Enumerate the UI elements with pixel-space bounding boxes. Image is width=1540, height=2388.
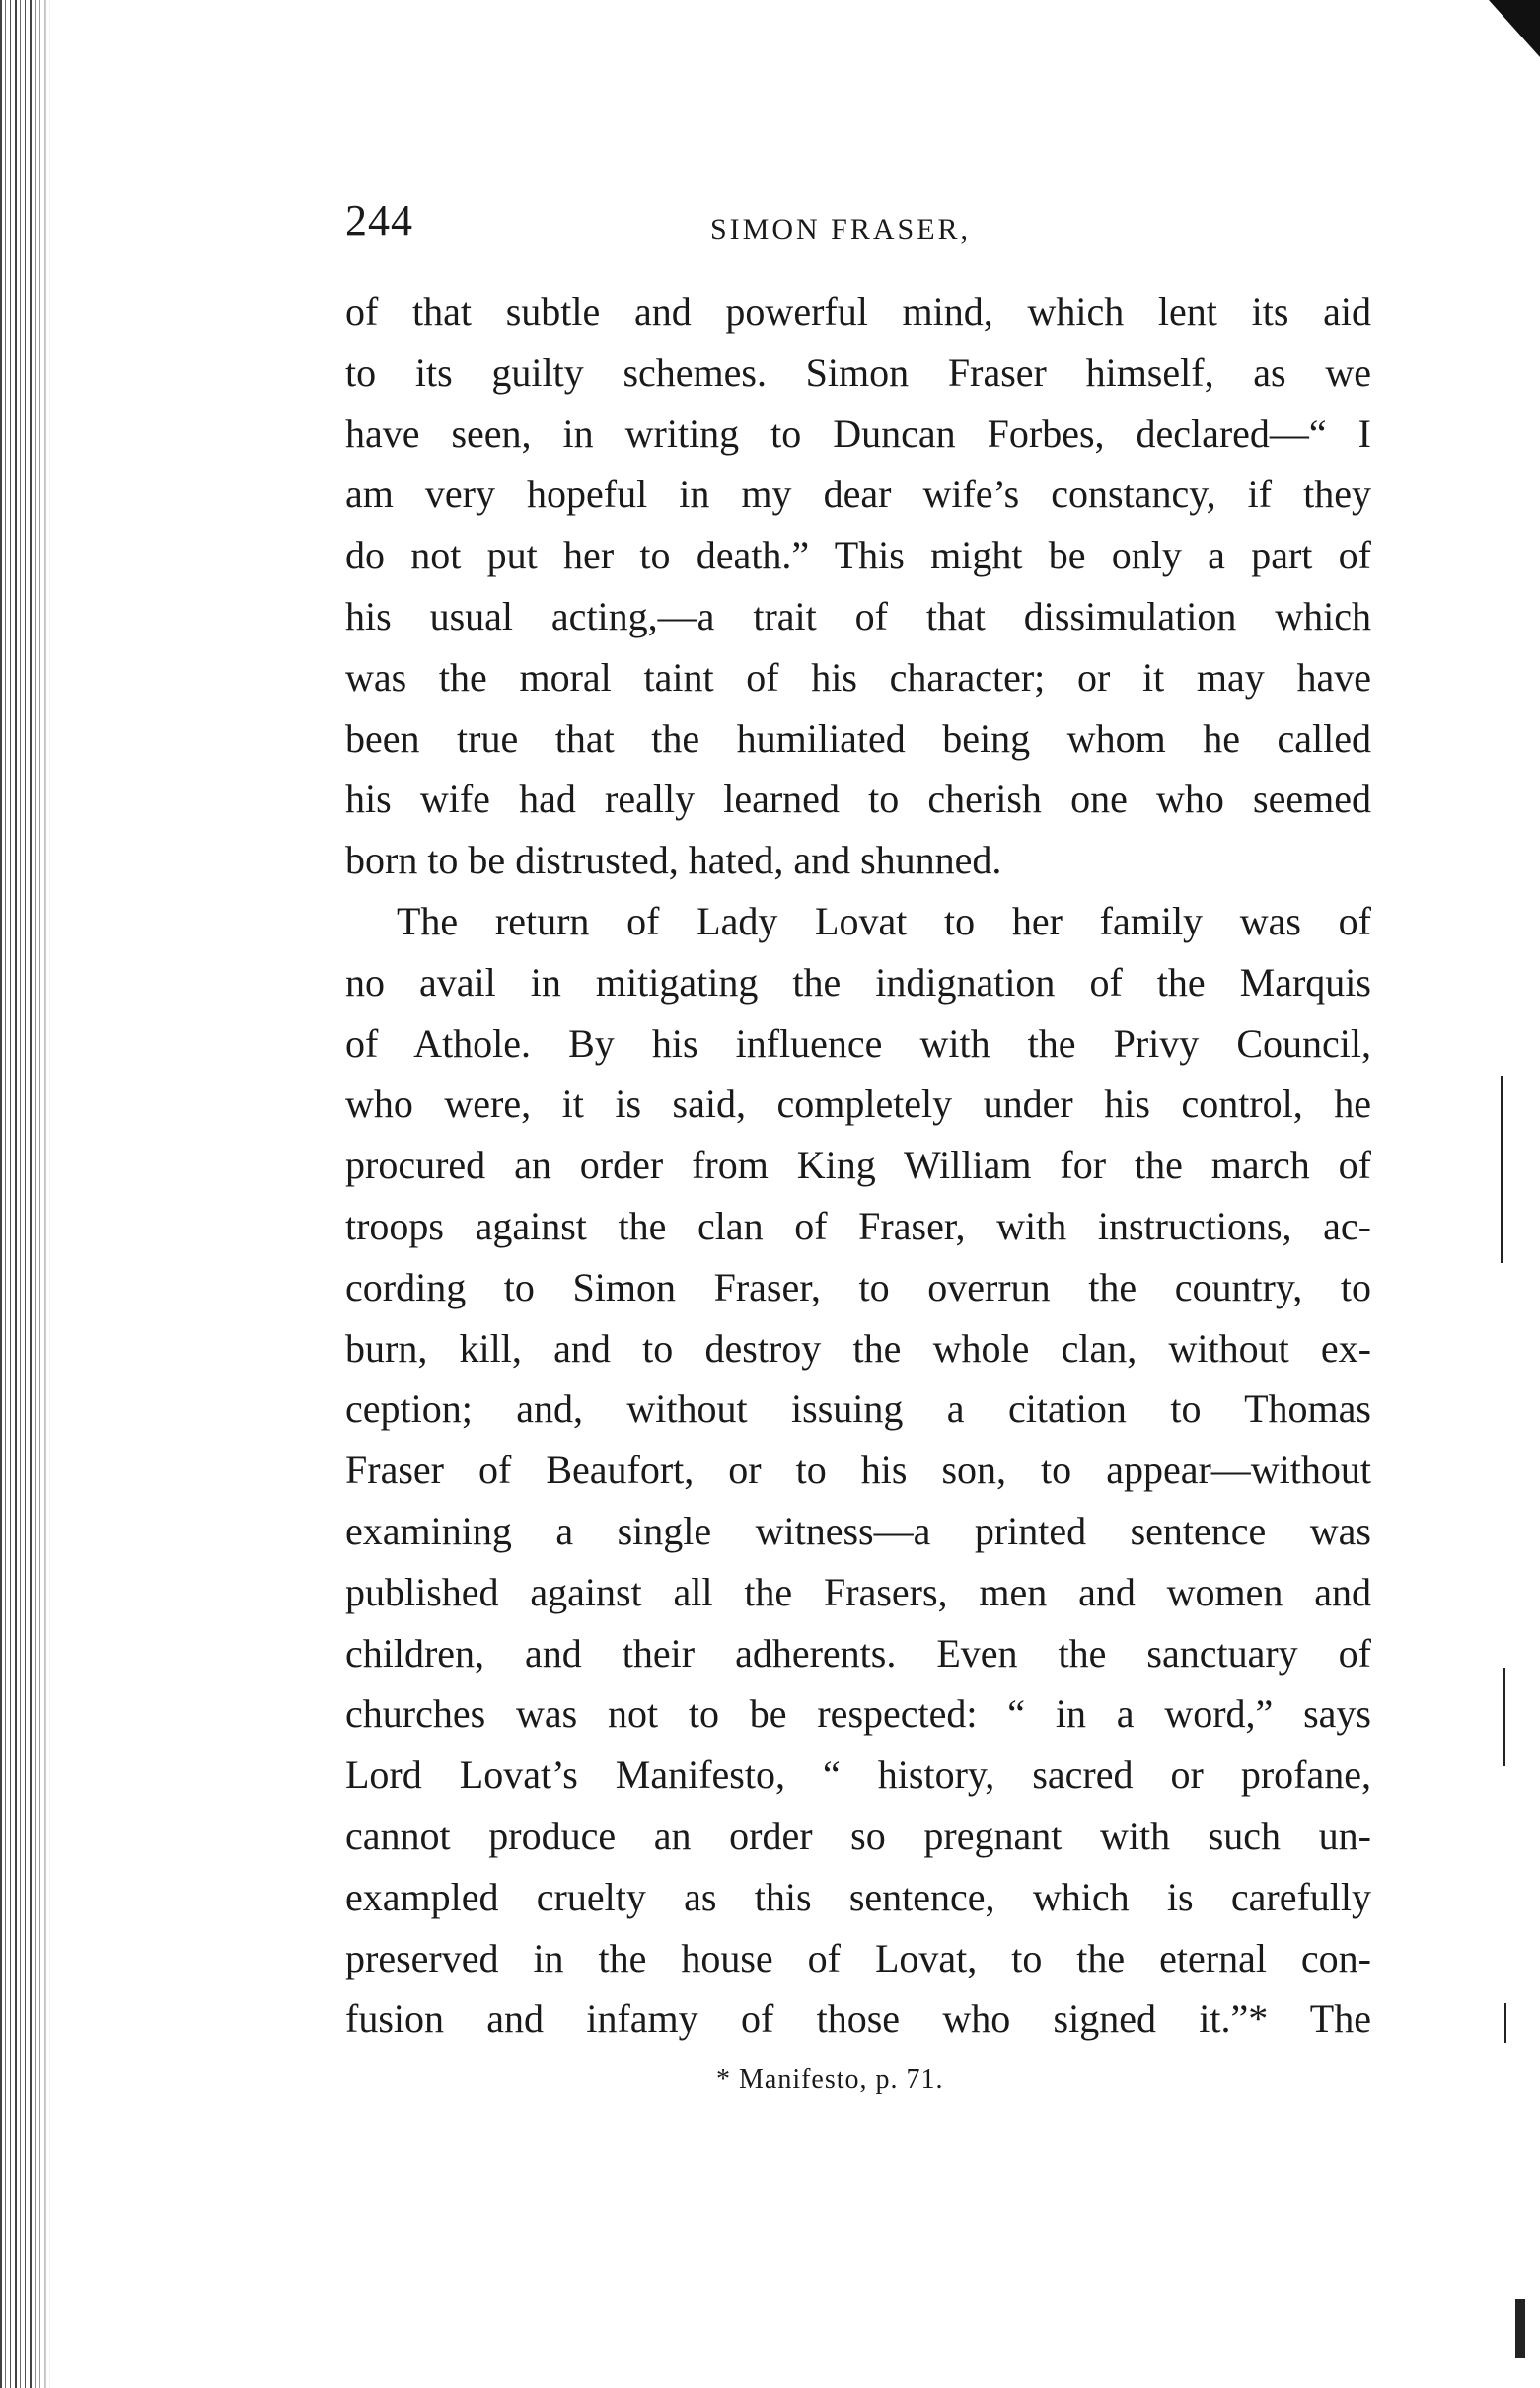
binding-edge-fade <box>0 0 51 2388</box>
footnote: * Manifesto, p. 71. <box>716 2064 944 2095</box>
paragraph-2 <box>345 891 1371 2050</box>
text-line: Fraser of Beaufort, or to his son, to appear—without <box>345 1448 1371 1493</box>
text-line: his usual acting,—a trait of that dissimulation which <box>345 593 1371 638</box>
margin-scan-mark <box>1504 2003 1506 2043</box>
text-line: cording to Simon Fraser, to overrun the country, to <box>345 1264 1371 1309</box>
text-line: been true that the humiliated being whom he called <box>345 715 1371 761</box>
page-header <box>345 195 1371 255</box>
text-line: Lord Lovat’s Manifesto, “ history, sacred or profane, <box>345 1753 1371 1798</box>
text-line: no avail in mitigating the indignation of the Marquis <box>345 959 1371 1005</box>
running-head: SIMON FRASER, <box>710 213 972 246</box>
text-line: who were, it is said, completely under his control, he <box>345 1082 1371 1127</box>
text-line: ception; and, without issuing a citation to Thomas <box>345 1386 1371 1432</box>
text-line: published against all the Frasers, men and women and <box>345 1569 1371 1614</box>
corner-scan-mark <box>1489 0 1540 57</box>
text-line: children, and their adherents. Even the sanctuary of <box>345 1630 1371 1676</box>
text-line: have seen, in writing to Duncan Forbes, declared—“ I <box>345 410 1371 456</box>
page-number: 244 <box>345 196 413 245</box>
margin-scan-mark <box>1503 1668 1505 1766</box>
text-line: born to be distrusted, hated, and shunned. <box>345 838 1002 883</box>
paragraph-1 <box>345 281 1371 891</box>
text-line: cannot produce an order so pregnant with such un- <box>345 1813 1371 1858</box>
text-line: churches was not to be respected: “ in a word,” says <box>345 1691 1371 1737</box>
text-line: exampled cruelty as this sentence, which is carefully <box>345 1874 1371 1919</box>
text-line: do not put her to death.” This might be only a part of <box>345 533 1371 578</box>
text-line: The return of Lady Lovat to her family was of <box>397 898 1371 943</box>
margin-scan-mark <box>1501 1076 1503 1263</box>
body-text <box>345 281 1371 2050</box>
text-line: examining a single witness—a printed sentence was <box>345 1508 1371 1553</box>
text-line: fusion and infamy of those who signed it.”* The <box>345 1996 1371 2042</box>
text-line: his wife had really learned to cherish one who seemed <box>345 777 1371 822</box>
text-line: preserved in the house of Lovat, to the eternal con- <box>345 1935 1371 1980</box>
margin-scan-mark <box>1515 2299 1525 2358</box>
text-line: of that subtle and powerful mind, which lent its aid <box>345 289 1371 334</box>
text-line: to its guilty schemes. Simon Fraser himself, as we <box>345 349 1371 395</box>
text-line: procured an order from King William for the march of <box>345 1143 1371 1188</box>
text-line: burn, kill, and to destroy the whole clan, without ex- <box>345 1325 1371 1371</box>
text-line: am very hopeful in my dear wife’s constancy, if they <box>345 472 1371 517</box>
text-line: was the moral taint of his character; or it may have <box>345 654 1371 700</box>
text-line: of Athole. By his influence with the Privy Council, <box>345 1020 1371 1066</box>
text-line: troops against the clan of Fraser, with instructions, ac- <box>345 1203 1371 1248</box>
